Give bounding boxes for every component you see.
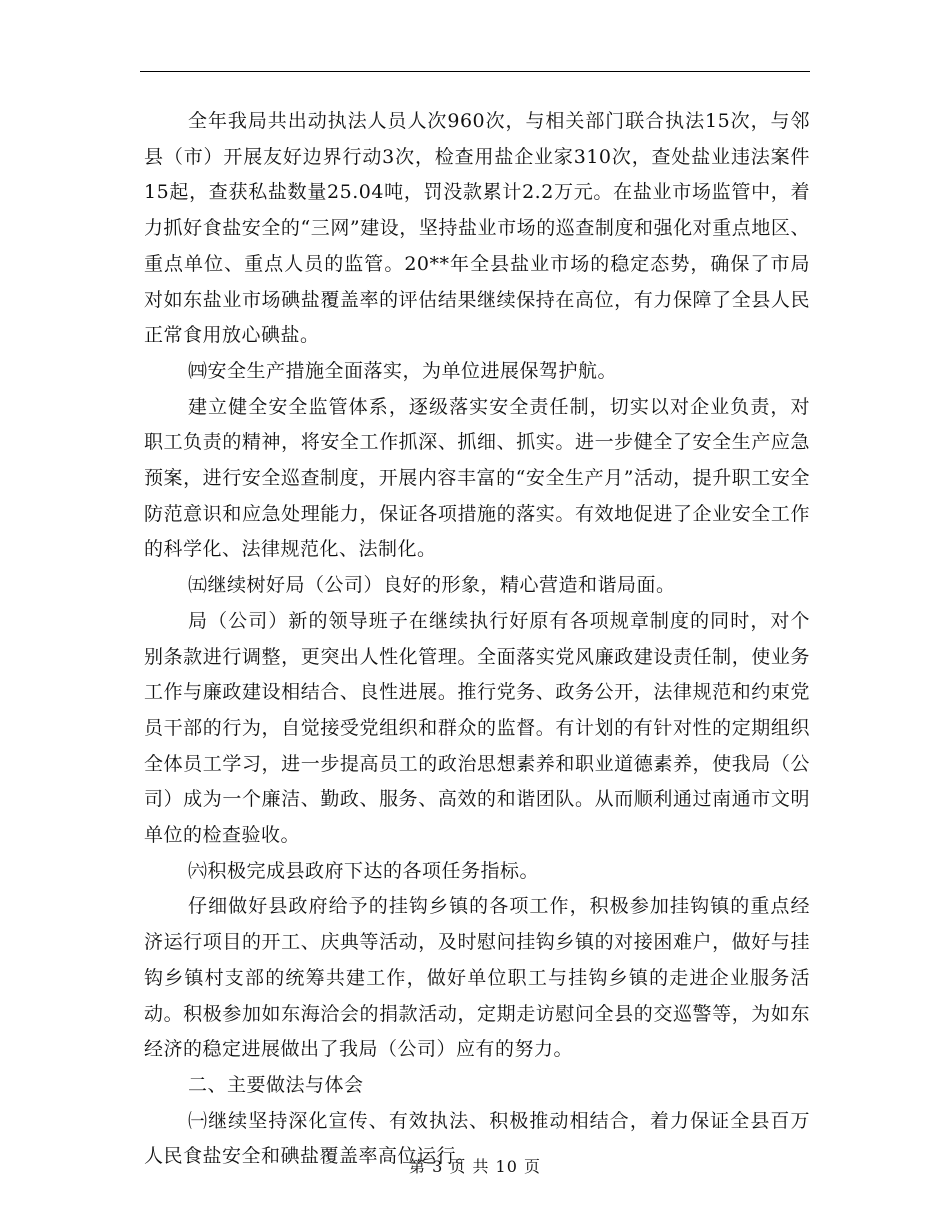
heading-main-practices: 二、主要做法与体会 xyxy=(188,1073,364,1096)
paragraph-leadership: 局（公司）新的领导班子在继续执行好原有各项规章制度的同时，对个别条款进行调整，更突出人性化管理。全面落实党风廉政建设责任制，使业务工作与廉政建设相结合、良性进展。推行党务、政务公开，法律规范和约束党员干部的行为，自觉接受党组织和群众的监督。有计划的有针对性的定期组织全体员工学习，进一步提高员工的政治思想素养和职业道德素养，使我局（公司）成为一个廉洁、勤政、服务、高效的和谐团队。从而顺利通过南通市文明单位的检查验收。 xyxy=(144,609,810,847)
paragraph-township-work: 仔细做好县政府给予的挂钩乡镇的各项工作，积极参加挂钩镇的重点经济运行项目的开工、庆典等活动，及时慰问挂钩乡镇的对接困难户，做好与挂钩乡镇村支部的统筹共建工作，做好单位职工与挂钩乡镇的走进企业服务活动。积极参加如东海洽会的捐款活动，定期走访慰问全县的交巡警等，为如东经济的稳定进展做出了我局（公司）应有的努力。 xyxy=(144,895,810,1061)
paragraph-enforcement-stats: 全年我局共出动执法人员人次960次，与相关部门联合执法15次，与邻县（市）开展友好边界行动3次，检查用盐企业家310次，查处盐业违法案件15起，查获私盐数量25.04吨，罚没款累计2.2万元。在盐业市场监管中，着力抓好食盐安全的“三网”建设，坚持盐业市场的巡查制度和强化对重点地区、重点单位、重点人员的监管。20**年全县盐业市场的稳定态势，确保了市局对如东盐业市场碘盐覆盖率的评估结果继续保持在高位，有力保障了全县人民正常食用放心碘盐。 xyxy=(144,110,810,347)
header-rule xyxy=(140,71,810,72)
heading-safety-production: ㈣安全生产措施全面落实，为单位进展保驾护航。 xyxy=(188,359,618,382)
paragraph-safety-system: 建立健全安全监管体系，逐级落实安全责任制，切实以对企业负责，对职工负责的精神，将安全工作抓深、抓细、抓实。进一步健全了安全生产应急预案，进行安全巡查制度，开展内容丰富的“安全生产月”活动，提升职工安全防范意识和应急处理能力，保证各项措施的落实。有效地促进了企业安全工作的科学化、法律规范化、法制化。 xyxy=(144,395,810,561)
page-footer: 第 3 页 共 10 页 xyxy=(409,1157,541,1176)
heading-image-harmony: ㈤继续树好局（公司）良好的形象，精心营造和谐局面。 xyxy=(188,574,676,597)
heading-publicity-enforcement: ㈠继续坚持深化宣传、有效执法、积极推动相结合，着力保证全县百万人民食盐安全和碘盐覆盖率高位运行。 xyxy=(144,1109,810,1168)
body-text xyxy=(144,104,810,1175)
heading-government-tasks: ㈥积极完成县政府下达的各项任务指标。 xyxy=(188,859,540,882)
